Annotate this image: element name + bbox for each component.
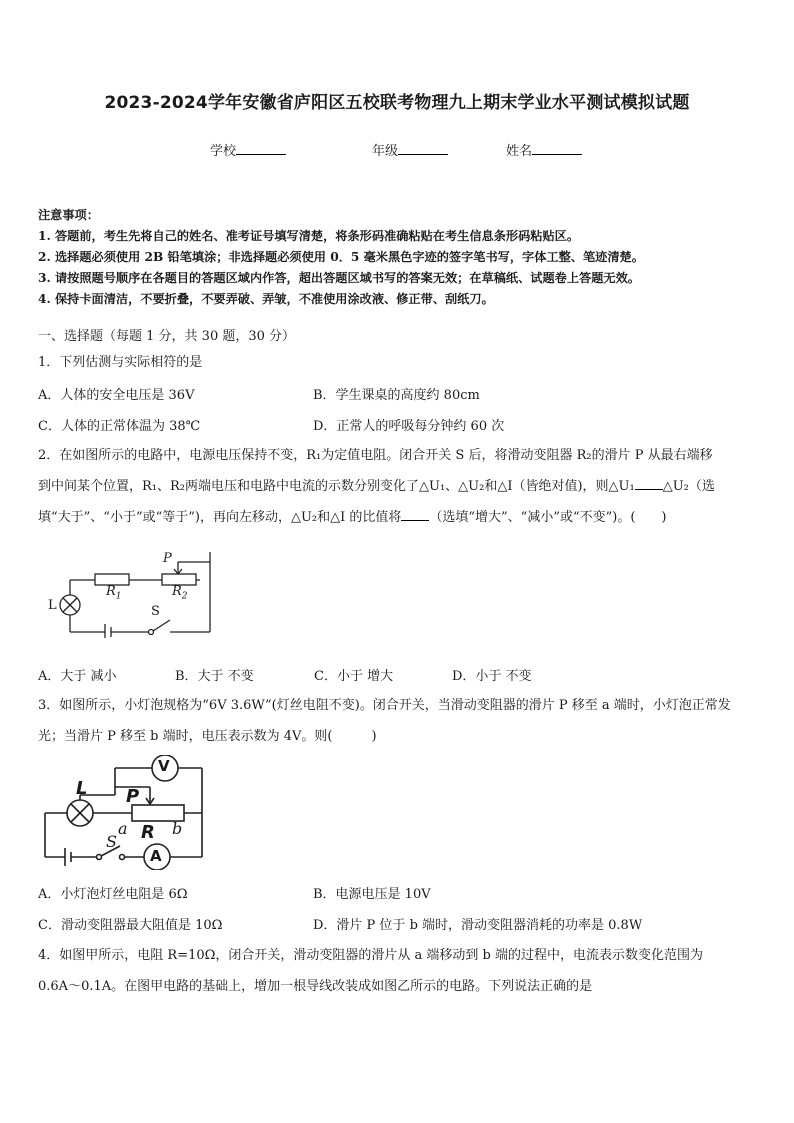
q2-fig-label-s: S [151,604,160,619]
q1-option-b[interactable]: B．学生课桌的高度约 80cm [313,388,480,403]
q3-fig-label-r: R [141,822,155,843]
q1-option-c[interactable]: C．人体的正常体温为 38℃ [38,419,201,434]
q2-option-c[interactable]: C．小于 增大 [314,669,394,684]
q3-fig-label-l: L [76,778,88,799]
q2-line-2-text: 到中间某个位置，R₁、R₂两端电压和电路中电流的示数分别变化了△U₁、△U₂和△I（皆绝对值)，则△U₁ [38,479,635,494]
r1-letter: R [106,584,116,599]
exam-title: 2023-2024学年安徽省庐阳区五校联考物理九上期末学业水平测试模拟试题 [104,93,690,113]
q2-line-3-tail: （选填“增大”、“减小”或“不变”)。( ) [429,510,667,525]
name-field[interactable] [506,140,582,159]
note-item: 3. 请按照题号顺序在各题目的答题区域内作答，超出答题区域书写的答案无效；在草稿纸、试题卷上答题无效。 [38,271,640,285]
q3-line-2: 光；当滑片 P 移至 b 端时，电压表示数为 4V。则( ) [38,729,377,744]
q1-option-a[interactable]: A．人体的安全电压是 36V [38,388,195,403]
note-item: 2. 选择题必须使用 2B 铅笔填涂；非选择题必须使用 0．5 毫米黑色字迹的签字笔书写，字体工整、笔迹清楚。 [38,250,644,264]
q3-fig-label-b: b [172,819,183,838]
q3-fig-label-p: P [126,786,140,807]
notes-block [38,205,758,310]
q2-fig-label-p: P [163,551,172,566]
q2-line-2 [38,471,758,502]
q3-fig-ammeter-label: A [150,847,162,865]
q3-line-1: 3．如图所示，小灯泡规格为“6V 3.6W”(灯丝电阻不变)。闭合开关，当滑动变阻器的滑片 P 移至 a 端时，小灯泡正常发 [38,698,731,713]
q2-fig-label-r2 [172,584,188,602]
q3-circuit-diagram [40,755,215,870]
q3-option-c[interactable]: C．滑动变阻器最大阻值是 10Ω [38,918,223,933]
q2-blank-1[interactable] [635,475,663,490]
school-field[interactable] [210,140,286,159]
q1-stem: 1．下列估测与实际相符的是 [38,355,203,370]
name-blank[interactable] [532,140,582,155]
note-item: 1. 答题前，考生先将自己的姓名、准考证号填写清楚，将条形码准确粘贴在考生信息条形码粘贴区。 [38,229,580,243]
q2-line-1: 2．在如图所示的电路中，电源电压保持不变，R₁为定值电阻。闭合开关 S 后，将滑动变阻器 R₂的滑片 P 从最右端移 [38,448,713,463]
q3-stem [38,690,758,752]
q3-option-a[interactable]: A．小灯泡灯丝电阻是 6Ω [38,887,188,902]
q3-option-d[interactable]: D．滑片 P 位于 b 端时，滑动变阻器消耗的功率是 0.8W [313,918,643,933]
r2-sub: 2 [181,591,188,602]
grade-blank[interactable] [398,140,448,155]
note-item: 4. 保持卡面清洁，不要折叠，不要弄破、弄皱，不准使用涂改液、修正带、刮纸刀。 [38,292,494,306]
section-heading: 一、选择题（每题 1 分，共 30 题，30 分） [38,329,296,344]
notes-heading: 注意事项： [38,208,99,222]
q2-option-b[interactable]: B．大于 不变 [175,669,254,684]
q2-line-3 [38,502,758,533]
q4-stem [38,940,758,1002]
q4-line-1: 4．如图甲所示，电阻 R=10Ω，闭合开关，滑动变阻器的滑片从 a 端移动到 b 端的过程中，电流表示数变化范围为 [38,948,704,963]
r2-letter: R [172,584,182,599]
q3-fig-label-s: S [106,832,117,851]
r1-sub: 1 [115,591,122,602]
school-label: 学校 [210,144,237,159]
name-label: 姓名 [506,144,533,159]
q1-option-d[interactable]: D．正常人的呼吸每分钟约 60 次 [313,419,505,434]
q2-option-d[interactable]: D．小于 不变 [452,669,532,684]
grade-field[interactable] [372,140,448,159]
q2-fig-label-r1 [106,584,122,602]
q2-stem [38,440,758,533]
q2-option-a[interactable]: A．大于 减小 [38,669,117,684]
q3-fig-label-a: a [118,819,128,838]
q3-option-b[interactable]: B．电源电压是 10V [313,887,431,902]
q2-fig-label-l: L [48,598,57,613]
q2-line-3-text: 填“大于”、“小于”或“等于”)，再向左移动，△U₂和△I 的比值将 [38,510,402,525]
q2-blank-2[interactable] [401,506,429,521]
grade-label: 年级 [372,144,399,159]
q2-line-2-tail: △U₂（选 [662,479,715,494]
school-blank[interactable] [236,140,286,155]
q4-line-2: 0.6A～0.1A。在图甲电路的基础上，增加一根导线改装成如图乙所示的电路。下列说法正确的是 [38,979,593,994]
q2-circuit-diagram [40,548,220,638]
q3-fig-voltmeter-label: V [158,757,170,775]
